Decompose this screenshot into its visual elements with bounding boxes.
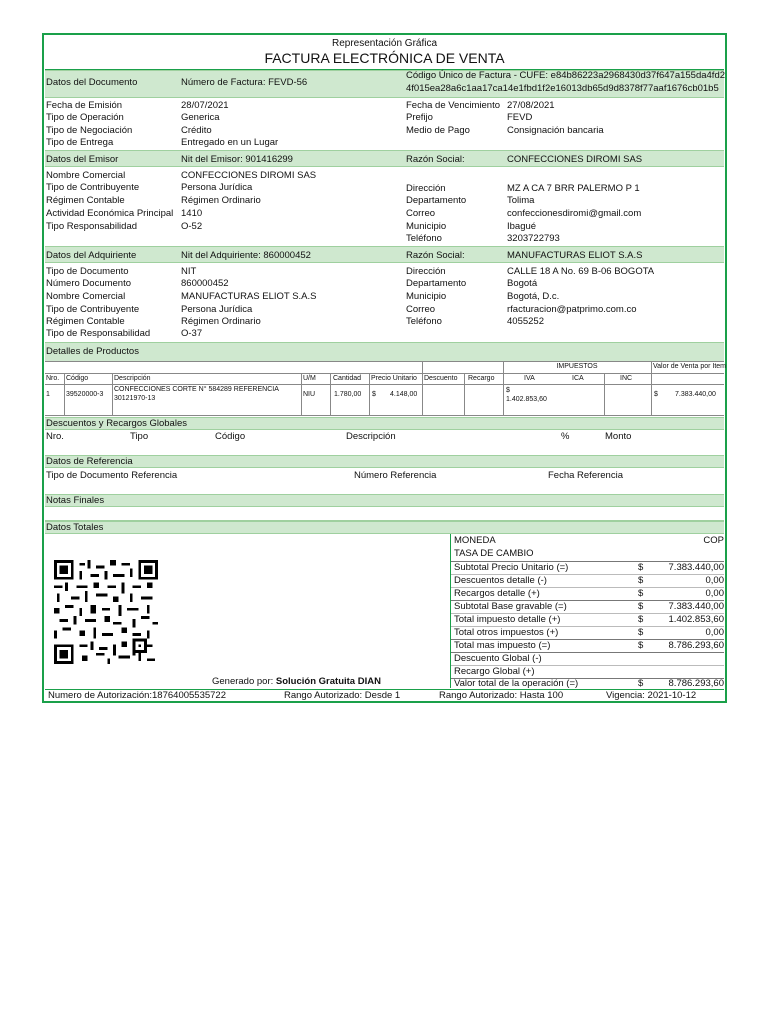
total-value: 0,00	[705, 588, 724, 599]
row-precio-currency: $	[372, 391, 376, 398]
rango-desde: Rango Autorizado: Desde 1	[284, 690, 401, 701]
row-nro: 1	[46, 391, 50, 398]
ref-header: Número Referencia	[354, 470, 437, 481]
adq-field-label: Régimen Contable	[46, 316, 125, 327]
row-codigo: 39520000-3	[66, 391, 104, 398]
qr-code-icon	[52, 560, 160, 664]
adq-field-value: rfacturacion@patprimo.com.co	[507, 304, 637, 315]
adq-field-value: MANUFACTURAS ELIOT S.A.S	[181, 291, 317, 302]
total-value: 7.383.440,00	[668, 601, 724, 612]
notas-band	[45, 494, 724, 507]
col-header: INC	[620, 375, 633, 382]
adq-field-label: Tipo de Documento	[46, 266, 129, 277]
col-header: Nro.	[46, 375, 60, 382]
emisor-field-label: Actividad Económica Principal	[46, 208, 174, 219]
doc-value: FEVD	[507, 112, 533, 123]
desc-header: Nro.	[46, 431, 64, 442]
ref-header: Fecha Referencia	[548, 470, 623, 481]
doc-label: Fecha de Vencimiento	[406, 100, 501, 111]
total-label: Subtotal Precio Unitario (=)	[454, 562, 569, 573]
adq-field-label: Nombre Comercial	[46, 291, 126, 302]
adq-field-value: Bogotá, D.c.	[507, 291, 560, 302]
doc-value: 27/08/2021	[507, 100, 555, 111]
doc-value: Entregado en un Lugar	[181, 137, 279, 148]
generado-prefix: Generado por:	[212, 676, 274, 687]
rango-hasta: Rango Autorizado: Hasta 100	[439, 690, 564, 701]
emisor-field-label: Régimen Contable	[46, 195, 125, 206]
total-value: 0,00	[705, 627, 724, 638]
col-header: Recargo	[468, 375, 495, 382]
total-label: Total mas impuesto (=)	[454, 640, 551, 651]
emisor-field-label: Municipio	[406, 221, 447, 232]
productos-band	[45, 342, 724, 362]
emisor-field-value: 1410	[181, 208, 203, 219]
adq-field-value: Bogotá	[507, 278, 538, 289]
total-label: Subtotal Base gravable (=)	[454, 601, 567, 612]
emisor-label: Datos del Emisor	[46, 154, 119, 165]
adquiriente-label: Datos del Adquiriente	[46, 250, 137, 261]
generado-por	[212, 676, 381, 687]
total-currency: $	[638, 614, 644, 625]
emisor-field-value: Ibagué	[507, 221, 537, 232]
emisor-razon-value: CONFECCIONES DIROMI SAS	[507, 154, 643, 165]
emisor-field-value: O-52	[181, 221, 203, 232]
total-label: Total impuesto detalle (+)	[454, 614, 561, 625]
total-currency: $	[638, 575, 644, 586]
row-cantidad: 1.780,00	[334, 391, 362, 398]
total-value: 8.786.293,60	[668, 678, 724, 689]
col-header: Descuento	[424, 375, 458, 382]
col-header: Código	[66, 375, 89, 382]
emisor-nit: Nit del Emisor: 901416299	[181, 154, 293, 165]
total-value: 7.383.440,00	[668, 562, 724, 573]
moneda-label: MONEDA	[454, 535, 496, 546]
adq-field-label: Tipo de Responsabilidad	[46, 328, 151, 339]
doc-value: Crédito	[181, 125, 212, 136]
emisor-field-label: Tipo de Contribuyente	[46, 182, 140, 193]
total-currency: $	[638, 601, 644, 612]
ref-header: Tipo de Documento Referencia	[46, 470, 178, 481]
desc-header: %	[561, 431, 570, 442]
adq-field-value: O-37	[181, 328, 203, 339]
total-currency: $	[638, 562, 644, 573]
generado-value: Solución Gratuita DIAN	[275, 676, 381, 687]
col-header: IVA	[524, 375, 535, 382]
adq-field-value: 4055252	[507, 316, 544, 327]
adq-field-value: Régimen Ordinario	[181, 316, 261, 327]
doc-value: 28/07/2021	[181, 100, 229, 111]
emisor-razon-label: Razón Social:	[406, 154, 465, 165]
emisor-field-label: Departamento	[406, 195, 467, 206]
adq-field-label: Municipio	[406, 291, 447, 302]
totales-label: Datos Totales	[46, 522, 104, 533]
tasa-label: TASA DE CAMBIO	[454, 548, 534, 559]
emisor-field-label: Dirección	[406, 183, 446, 194]
moneda-value: COP	[703, 535, 724, 546]
total-currency: $	[638, 588, 644, 599]
col-header: Cantidad	[333, 375, 362, 382]
col-header: Precio Unitario	[371, 375, 417, 382]
emisor-field-value: Régimen Ordinario	[181, 195, 261, 206]
referencia-label: Datos de Referencia	[46, 456, 133, 467]
descuentos-label: Descuentos y Recargos Globales	[46, 418, 187, 429]
row-precio: 4.148,00	[390, 391, 418, 398]
desc-header: Monto	[605, 431, 632, 442]
total-label: Valor total de la operación (=)	[454, 678, 579, 689]
vigencia: Vigencia: 2021-10-12	[606, 690, 697, 701]
invoice-page	[42, 33, 727, 703]
desc-header: Tipo	[130, 431, 149, 442]
emisor-field-value: CONFECCIONES DIROMI SAS	[181, 170, 317, 181]
cufe-line-2: 4f015ea28a6c1aa17ca14e1fbd1f2e16013db65d9d8378f77aaf1676cb01b5	[406, 83, 719, 94]
doc-label: Tipo de Operación	[46, 112, 124, 123]
adquiriente-nit: Nit del Adquiriente: 860000452	[181, 250, 311, 261]
row-valor: 7.383.440,00	[675, 391, 716, 398]
row-valor-currency: $	[654, 391, 658, 398]
emisor-field-value: Persona Jurídica	[181, 182, 253, 193]
doc-value: Generica	[181, 112, 220, 123]
cufe-line-1: Código Único de Factura - CUFE: e84b86223a2968430d37f647a155da4fd2	[406, 70, 726, 81]
header-title: FACTURA ELECTRÓNICA DE VENTA	[264, 50, 505, 66]
row-descripcion: CONFECCIONES CORTE N° 584289 REFERENCIA	[114, 386, 279, 393]
doc-label: Fecha de Emisión	[46, 100, 123, 111]
adq-field-label: Número Documento	[46, 278, 132, 289]
row-descripcion: 30121970-13	[114, 395, 156, 402]
total-value: 0,00	[705, 575, 724, 586]
col-header: Descripción	[114, 375, 151, 382]
row-iva-currency: $	[506, 387, 510, 394]
doc-label: Tipo de Entrega	[46, 137, 114, 148]
doc-label: Medio de Pago	[406, 125, 470, 136]
row-iva: 1.402.853,60	[506, 396, 547, 403]
adq-field-value: 860000452	[181, 278, 229, 289]
adq-field-value: NIT	[181, 266, 197, 277]
emisor-field-label: Teléfono	[406, 233, 442, 244]
adquiriente-razon-label: Razón Social:	[406, 250, 465, 261]
col-header: ICA	[572, 375, 584, 382]
total-label: Recargos detalle (+)	[454, 588, 540, 599]
totales-band	[45, 521, 724, 534]
adq-field-label: Teléfono	[406, 316, 442, 327]
adq-field-value: Persona Jurídica	[181, 304, 253, 315]
total-label: Descuentos detalle (-)	[454, 575, 547, 586]
adq-field-value: CALLE 18 A No. 69 B-06 BOGOTA	[507, 266, 655, 277]
doc-value: Consignación bancaria	[507, 125, 604, 136]
emisor-field-label: Tipo Responsabilidad	[46, 221, 138, 232]
numero-factura: Número de Factura: FEVD-56	[181, 77, 308, 88]
adq-field-label: Correo	[406, 304, 436, 315]
total-currency: $	[638, 678, 644, 689]
valor-venta-header: Valor de Venta por Item	[652, 363, 727, 370]
notas-label: Notas Finales	[46, 495, 105, 506]
emisor-field-label: Nombre Comercial	[46, 170, 126, 181]
productos-label: Detalles de Productos	[46, 346, 139, 357]
numero-autorizacion: Numero de Autorización:18764005535722	[48, 690, 226, 701]
adquiriente-razon-value: MANUFACTURAS ELIOT S.A.S	[507, 250, 643, 261]
documento-label: Datos del Documento	[46, 77, 138, 88]
row-um: NIU	[303, 391, 316, 398]
adq-field-label: Dirección	[406, 266, 446, 277]
doc-label: Prefijo	[406, 112, 433, 123]
total-label: Recargo Global (+)	[454, 666, 535, 677]
adq-field-label: Tipo de Contribuyente	[46, 304, 140, 315]
total-value: 1.402.853,60	[668, 614, 724, 625]
impuestos-header: IMPUESTOS	[556, 363, 598, 370]
referencia-band	[45, 455, 724, 468]
doc-label: Tipo de Negociación	[46, 125, 133, 136]
emisor-field-value: 3203722793	[507, 233, 560, 244]
adq-field-label: Departamento	[406, 278, 467, 289]
desc-header: Descripción	[346, 431, 396, 442]
emisor-field-value: confeccionesdiromi@gmail.com	[507, 208, 642, 219]
emisor-field-label: Correo	[406, 208, 436, 219]
desc-header: Código	[215, 431, 246, 442]
col-header: U/M	[303, 375, 316, 382]
total-currency: $	[638, 640, 644, 651]
total-label: Total otros impuestos (+)	[454, 627, 559, 638]
total-value: 8.786.293,60	[668, 640, 724, 651]
header-subtitle: Representación Gráfica	[331, 38, 438, 49]
emisor-field-value: MZ A CA 7 BRR PALERMO P 1	[507, 183, 640, 194]
emisor-field-value: Tolima	[507, 195, 535, 206]
total-label: Descuento Global (-)	[454, 653, 542, 664]
total-currency: $	[638, 627, 644, 638]
